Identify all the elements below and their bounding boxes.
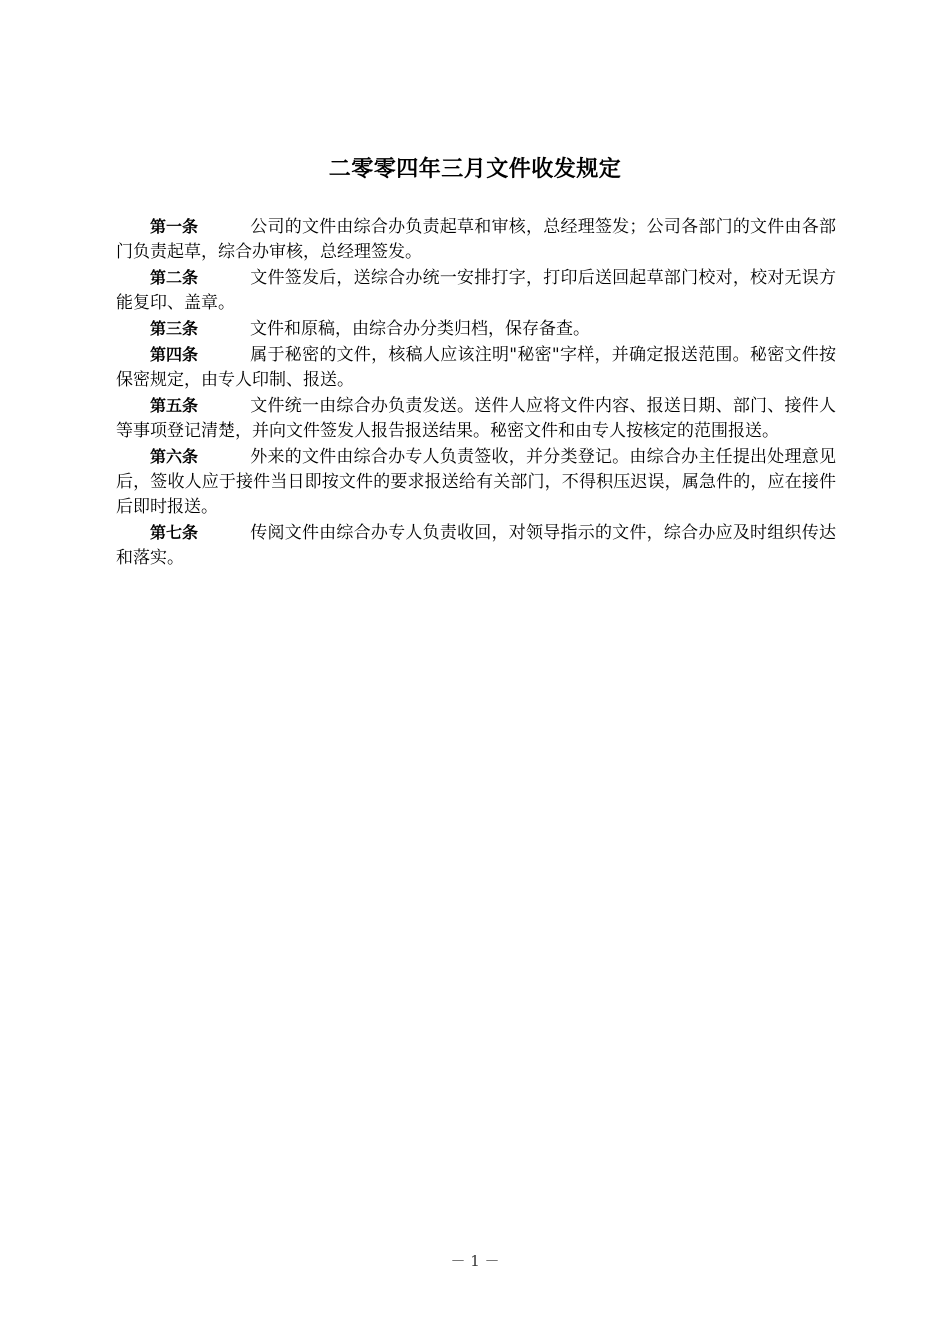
article-number: 第三条 [150, 319, 199, 338]
article-text: 文件统一由综合办负责发送。送件人应将文件内容、报送日期、部门、接件人等事项登记清楚，并向文件签发人报告报送结果。秘密文件和由专人按核定的范围报送。 [116, 396, 836, 441]
article-4 [116, 342, 836, 393]
article-5 [116, 393, 836, 444]
article-2 [116, 265, 836, 316]
article-7 [116, 520, 836, 571]
article-number: 第二条 [150, 268, 199, 287]
article-text: 文件签发后，送综合办统一安排打字，打印后送回起草部门校对，校对无误方能复印、盖章。 [116, 268, 836, 313]
article-number: 第四条 [150, 345, 199, 364]
document-title: 二零零四年三月文件收发规定 [328, 157, 622, 182]
article-6 [116, 444, 836, 520]
page-number: － 1 － [450, 1252, 500, 1270]
article-1 [116, 214, 836, 265]
article-number: 第七条 [150, 523, 199, 542]
article-number: 第一条 [150, 217, 199, 236]
article-text: 文件和原稿，由综合办分类归档，保存备查。 [250, 319, 590, 339]
article-text: 属于秘密的文件，核稿人应该注明"秘密"字样，并确定报送范围。秘密文件按保密规定，由专人印制、报送。 [116, 345, 836, 390]
article-text: 传阅文件由综合办专人负责收回，对领导指示的文件，综合办应及时组织传达和落实。 [116, 523, 836, 568]
article-number: 第五条 [150, 396, 199, 415]
article-text: 公司的文件由综合办负责起草和审核，总经理签发；公司各部门的文件由各部门负责起草，综合办审核，总经理签发。 [116, 217, 836, 262]
article-text: 外来的文件由综合办专人负责签收，并分类登记。由综合办主任提出处理意见后，签收人应于接件当日即按文件的要求报送给有关部门，不得积压迟误，属急件的，应在接件后即时报送。 [116, 447, 836, 517]
article-3 [116, 316, 836, 342]
document-body [116, 214, 836, 571]
article-number: 第六条 [150, 447, 199, 466]
